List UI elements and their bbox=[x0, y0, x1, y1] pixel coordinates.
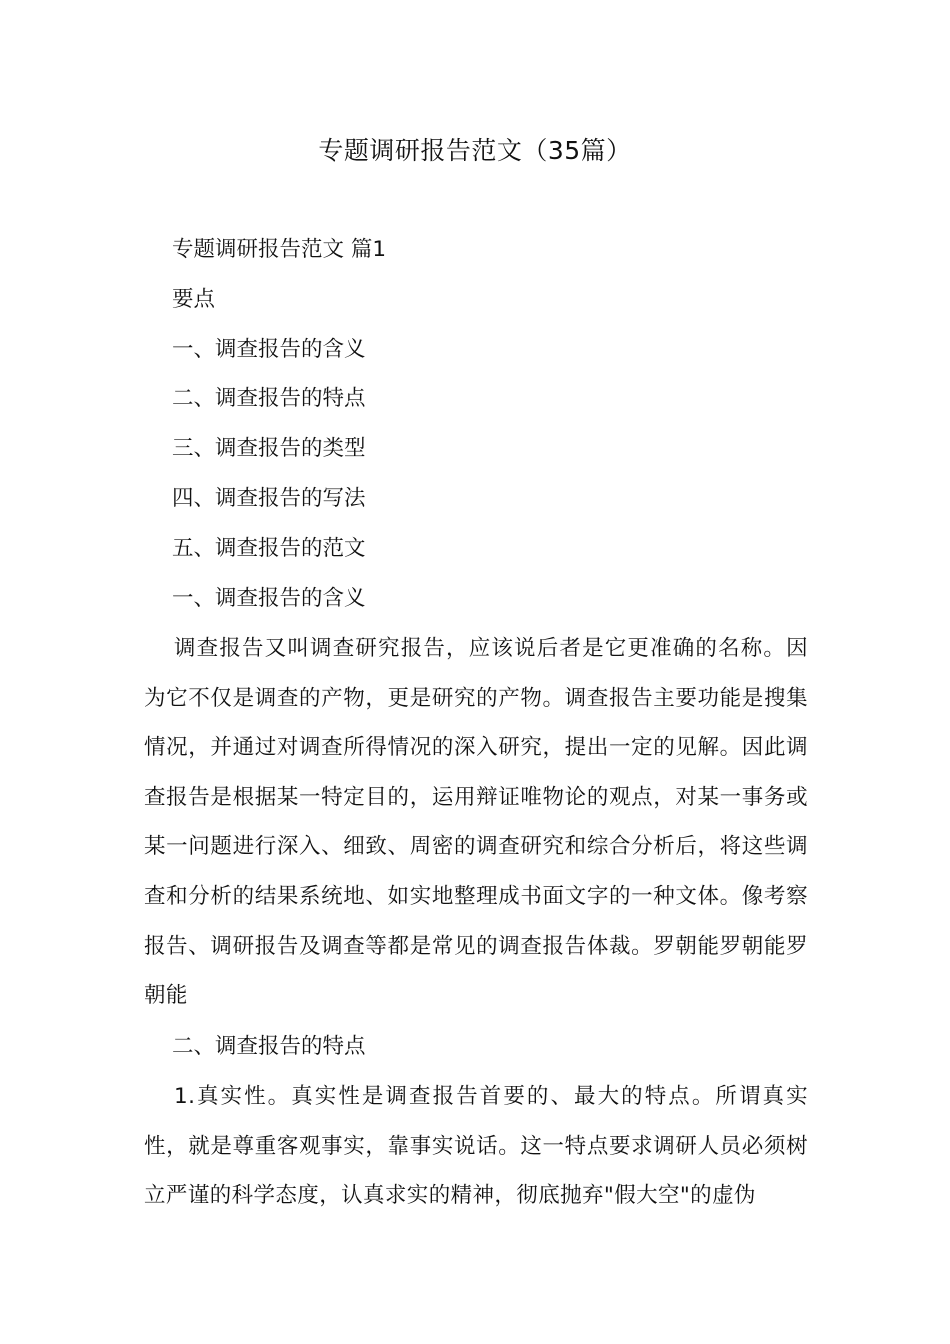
section-heading: 专题调研报告范文 篇1 bbox=[172, 237, 387, 262]
outline-item-types: 三、调查报告的类型 bbox=[172, 436, 366, 461]
paragraph-meaning: 调查报告又叫调查研究报告，应该说后者是它更准确的名称。因为它不仅是调查的产物，更是研究的产物。调查报告主要功能是搜集情况，并通过对调查所得情况的深入研究，提出一定的见解。因此调查报告是根据某一特定目的，运用辩证唯物论的观点，对某一事务或某一问题进行深入、细致、周密的调查研究和综合分析后，将这些调查和分析的结果系统地、如实地整理成书面文字的一种文体。像考察报告、调研报告及调查等都是常见的调查报告体裁。罗朝能罗朝能罗朝能 bbox=[144, 636, 808, 1009]
outline-label: 要点 bbox=[172, 287, 216, 312]
outline-item-features: 二、调查报告的特点 bbox=[172, 386, 366, 411]
outline-item-writing: 四、调查报告的写法 bbox=[172, 486, 366, 511]
paragraph-features: 1.真实性。真实性是调查报告首要的、最大的特点。所谓真实性，就是尊重客观事实，靠事实说话。这一特点要求调研人员必须树立严谨的科学态度，认真求实的精神，彻底抛弃"假大空"的虚伪 bbox=[144, 1084, 808, 1209]
document-title: 专题调研报告范文（35篇） bbox=[318, 136, 632, 165]
heading-meaning: 一、调查报告的含义 bbox=[172, 586, 366, 611]
heading-features: 二、调查报告的特点 bbox=[172, 1034, 366, 1059]
outline-item-examples: 五、调查报告的范文 bbox=[172, 536, 366, 561]
outline-item-meaning: 一、调查报告的含义 bbox=[172, 337, 366, 362]
